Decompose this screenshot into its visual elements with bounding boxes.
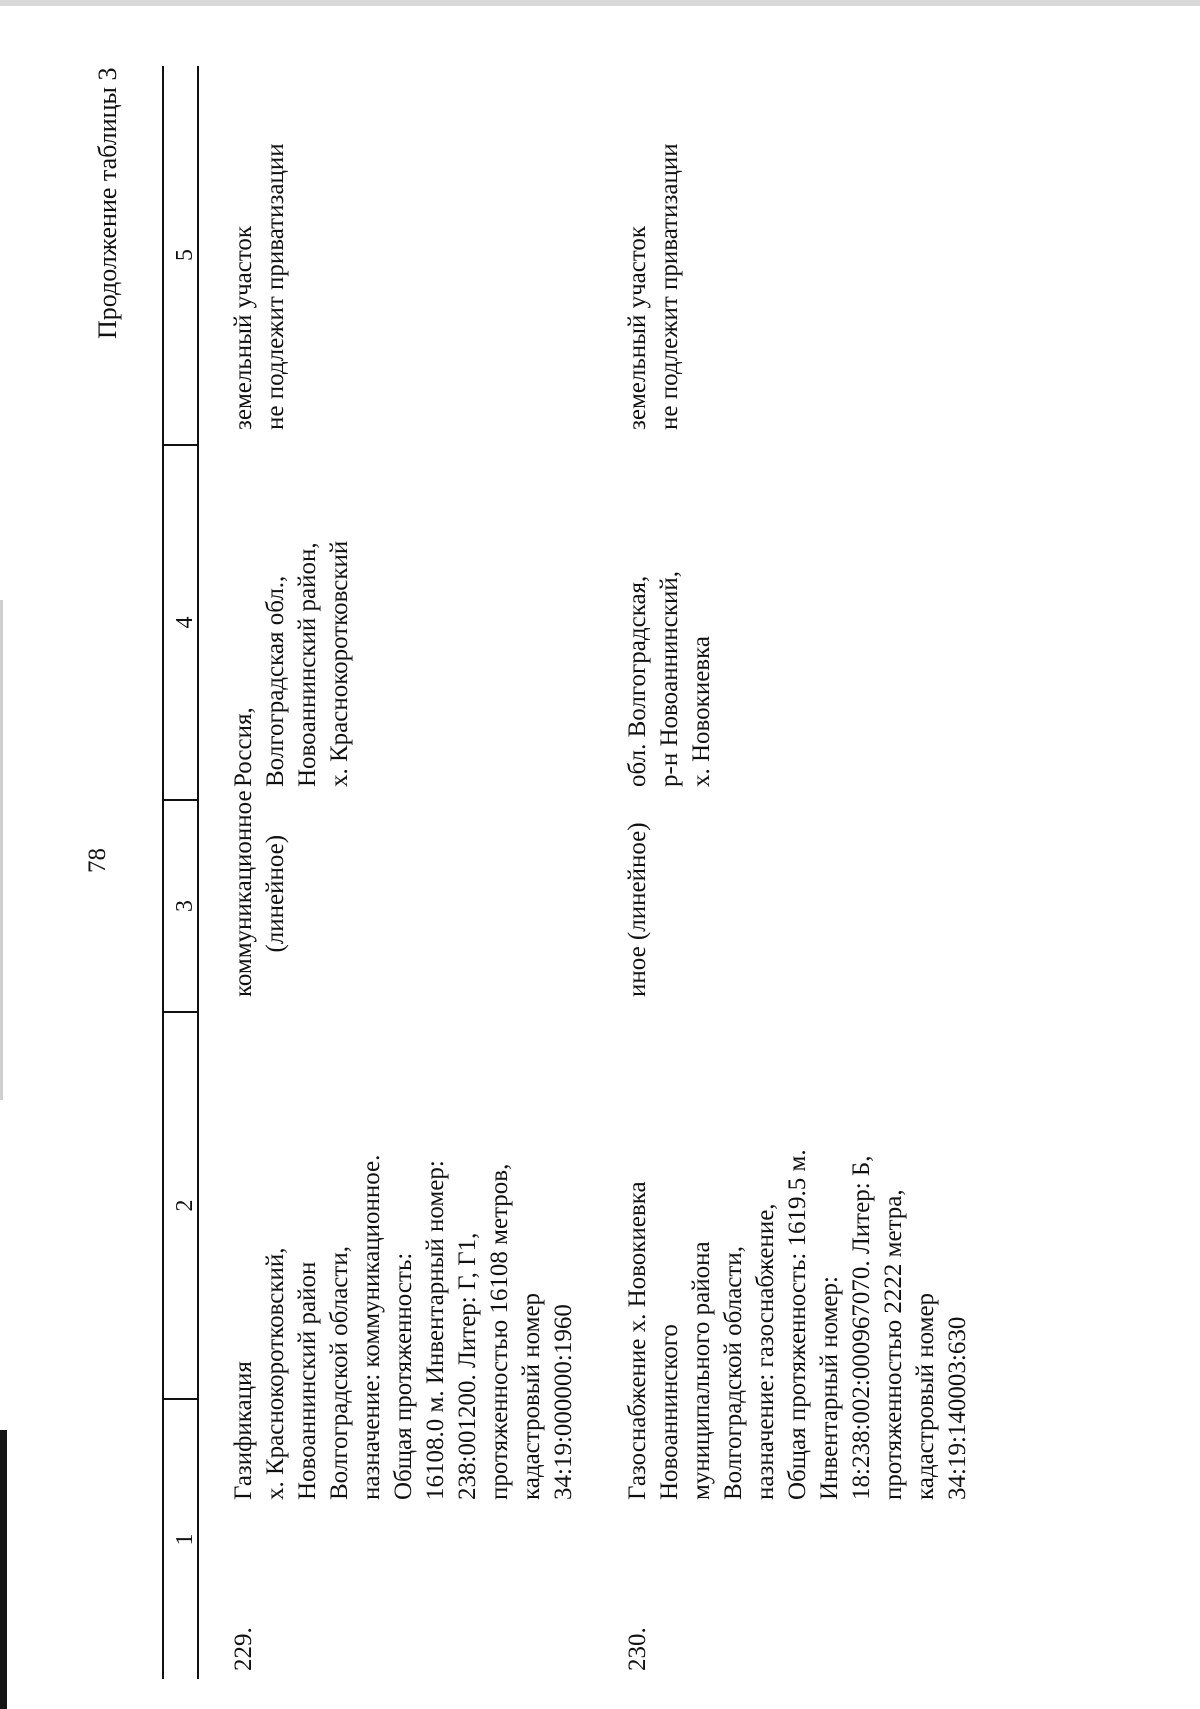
object-address [228, 541, 356, 787]
description-line: 18:238:002:000967070. Литер: Б, [848, 1155, 875, 1500]
type-line: (линейное) [262, 834, 289, 953]
description-line: Общая протяженность: [390, 1252, 417, 1500]
description-line: Газоснабжение х. Новокиевка [624, 1181, 651, 1500]
type-line: коммуникационное [230, 790, 257, 997]
row-number: 230. [624, 1627, 651, 1671]
description-line: протяженностью 2222 метра, [880, 1189, 907, 1500]
address-line: обл. Волгоградская, [624, 575, 651, 787]
description-line: Новоаннинский район [294, 1261, 321, 1500]
column-header-1: 1 [172, 1533, 198, 1546]
note-line: не подлежит приватизации [656, 143, 683, 430]
address-line: Россия, [230, 707, 257, 787]
object-note [228, 143, 292, 430]
column-header-2: 2 [172, 1199, 198, 1212]
description-line: Общая протяженность: 1619.5 м. [784, 1149, 811, 1500]
description-line: х. Краснокоротковский, [262, 1247, 289, 1500]
address-line: х. Новокиевка [688, 636, 715, 787]
row-number: 229. [230, 1627, 257, 1671]
object-type [622, 822, 654, 997]
column-header-3: 3 [172, 900, 198, 912]
description-line: Газификация [230, 1361, 257, 1500]
column-header-4: 4 [172, 616, 198, 629]
description-line: Волгоградской области, [720, 1246, 747, 1500]
description-line: Новоаннинского [656, 1324, 683, 1500]
address-line: р-н Новоаннинский, [656, 570, 683, 787]
object-description [228, 1155, 580, 1500]
description-line: кадастровый номер [912, 1292, 939, 1500]
description-line: 34:19:000000:1960 [550, 1304, 577, 1500]
address-line: Новоаннинский район, [294, 542, 321, 787]
description-line: 34:19:140003:630 [944, 1316, 971, 1500]
description-line: муниципального района [688, 1241, 715, 1500]
address-line: х. Краснокоротковский [326, 540, 353, 787]
note-line: земельный участок [624, 225, 651, 430]
object-address [622, 571, 718, 787]
table-top-border [162, 66, 164, 1679]
object-description [622, 1149, 974, 1500]
object-note [622, 143, 686, 430]
note-line: земельный участок [230, 225, 257, 430]
description-line: назначение: коммуникационное. [358, 1154, 385, 1500]
type-line: иное (линейное) [624, 822, 651, 997]
description-line: назначение: газоснабжение, [752, 1203, 779, 1500]
address-line: Волгоградская обл., [262, 575, 289, 787]
description-line: Волгоградской области, [326, 1246, 353, 1500]
description-line: протяженностью 16108 метров, [486, 1163, 513, 1500]
description-line: Инвентарный номер: [816, 1276, 843, 1500]
description-line: 16108.0 м. Инвентарный номер: [422, 1160, 449, 1500]
object-type [228, 790, 292, 997]
description-line: кадастровый номер [518, 1292, 545, 1500]
note-line: не подлежит приватизации [262, 143, 289, 430]
description-line: 238:001200. Литер: Г, Г1, [454, 1232, 481, 1500]
page-number: 78 [84, 848, 111, 873]
column-header-5: 5 [172, 249, 198, 261]
continuation-title: Продолжение таблицы 3 [93, 67, 122, 339]
